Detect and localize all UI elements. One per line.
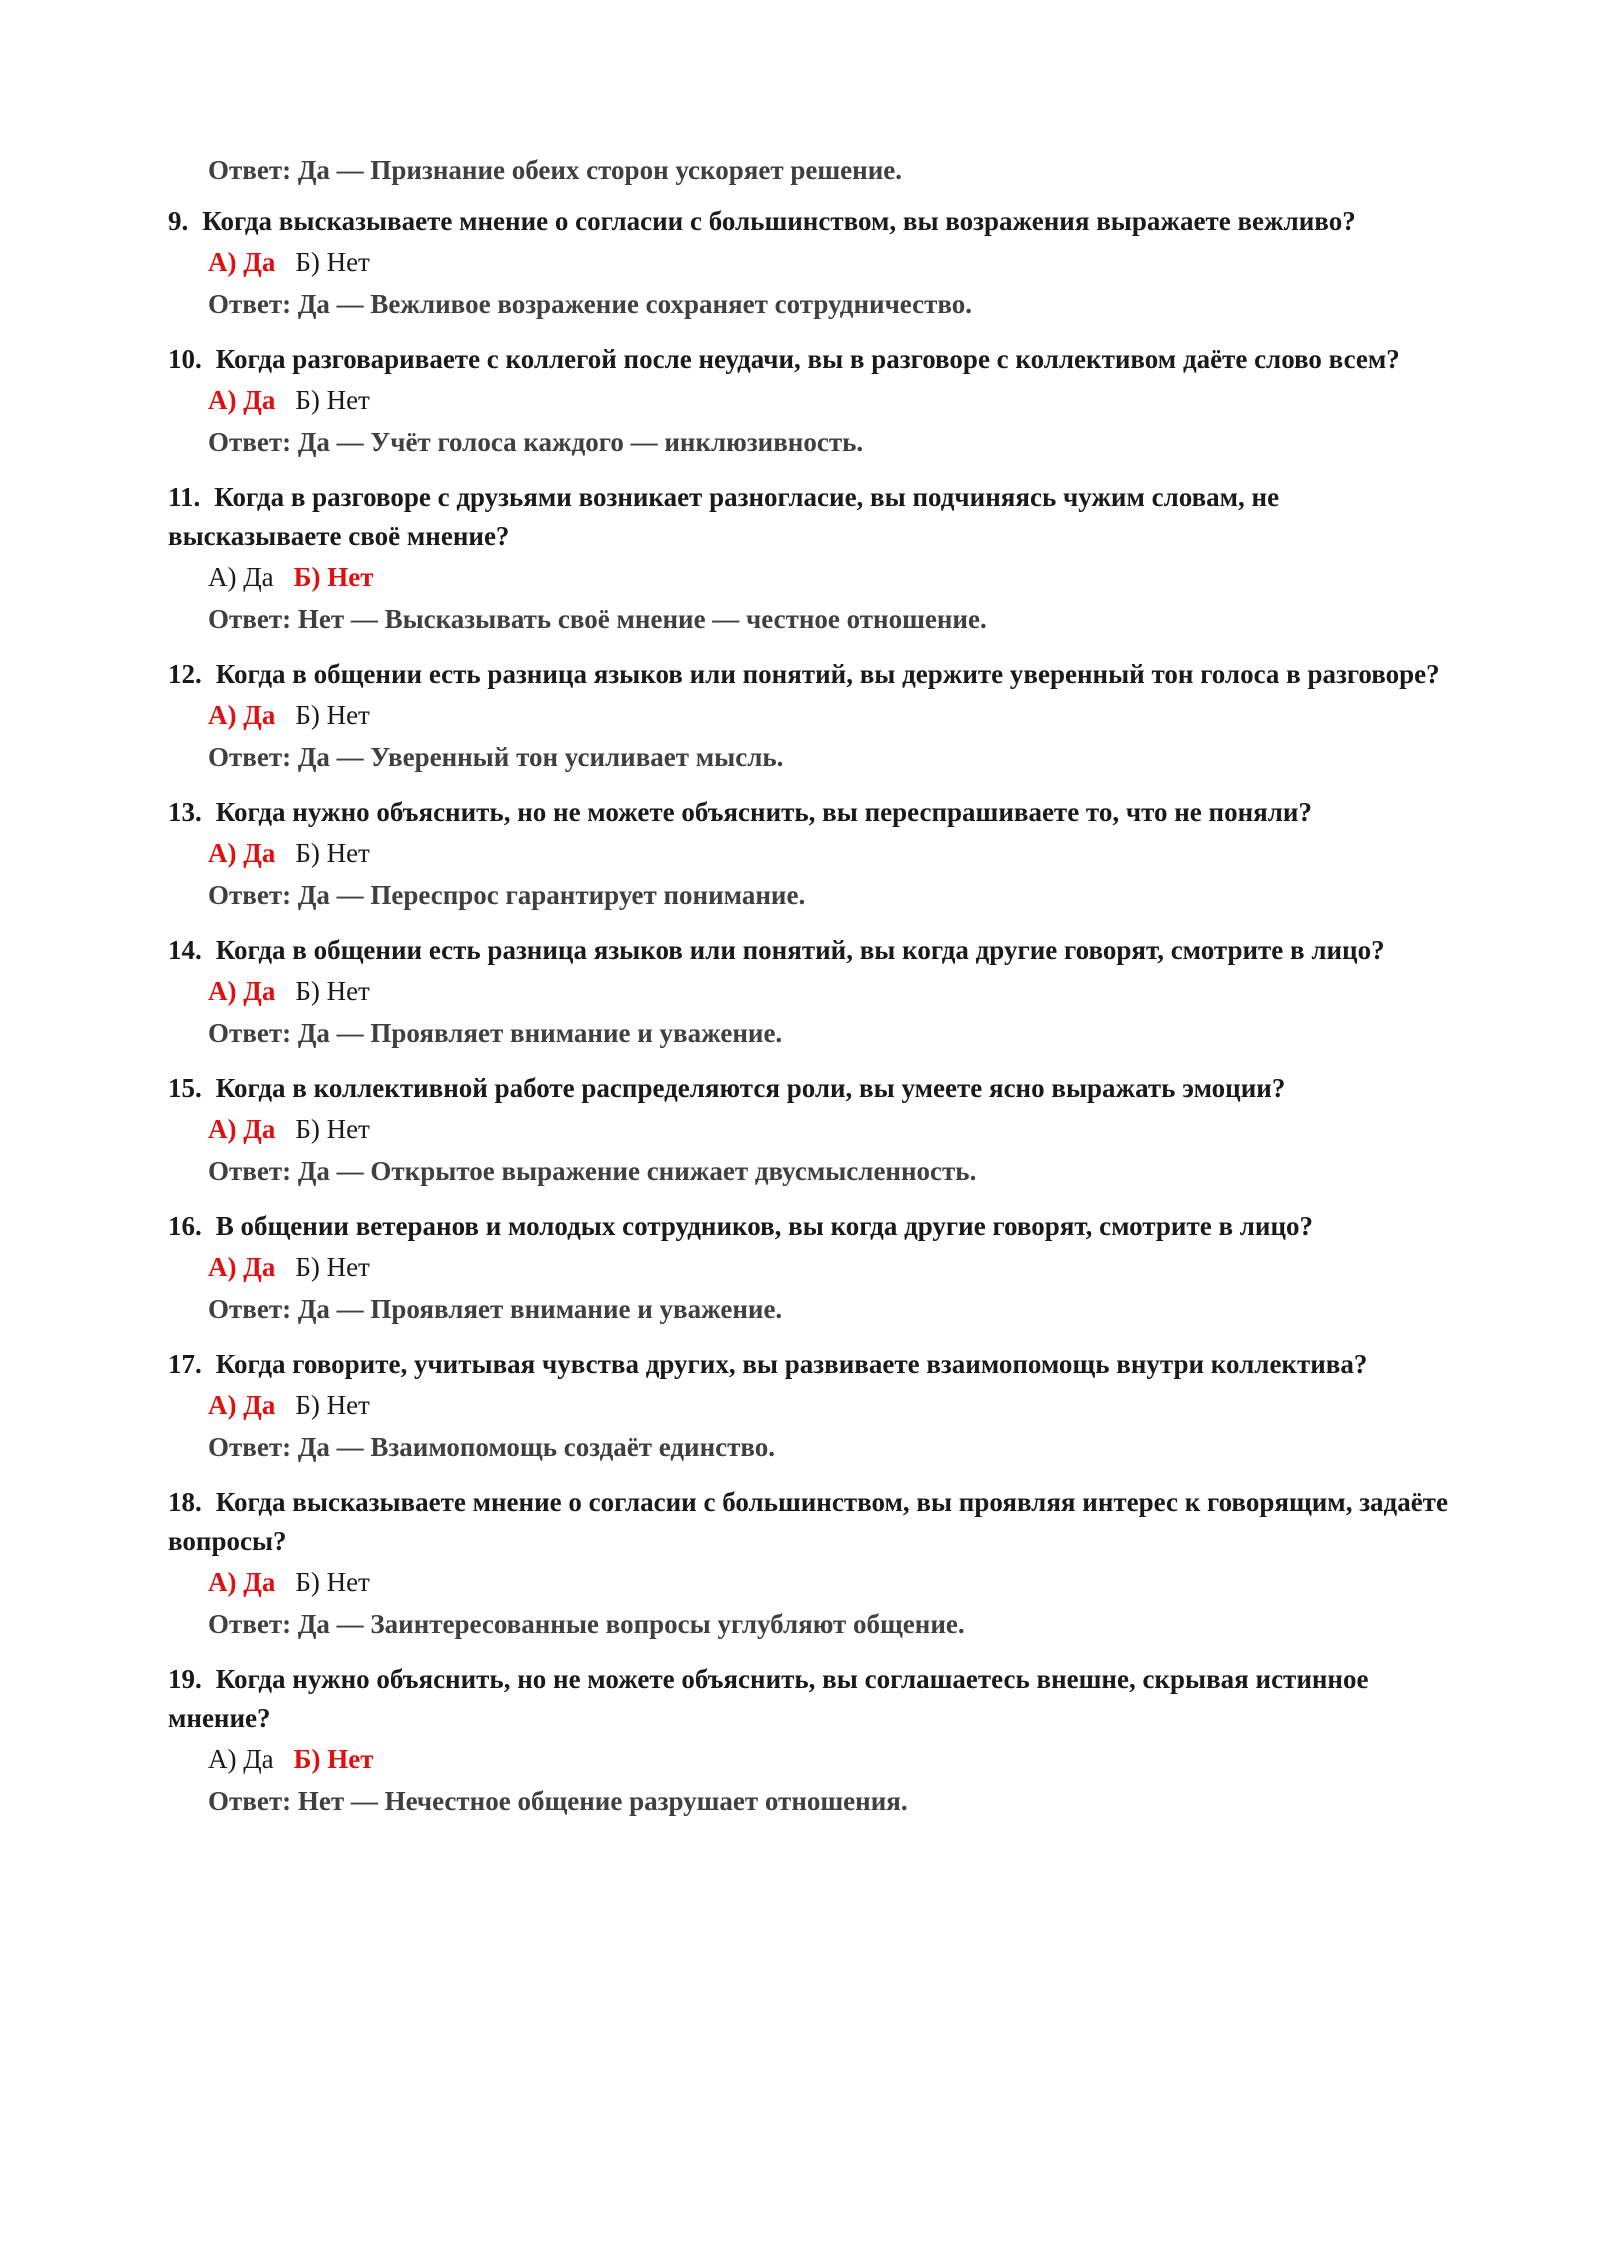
question-number: 10. [168, 344, 202, 374]
question-body: Когда в общении есть разница языков или понятий, вы держите уверенный тон голоса в разговоре? [215, 659, 1440, 689]
question-item [168, 478, 1458, 639]
question-item [168, 655, 1458, 777]
option-a: А) Да [208, 1744, 274, 1774]
question-number: 19. [168, 1664, 202, 1694]
question-body: Когда говорите, учитывая чувства других, вы развиваете взаимопомощь внутри коллектива? [215, 1349, 1368, 1379]
question-number: 18. [168, 1487, 202, 1517]
question-number: 16. [168, 1211, 202, 1241]
answer-line: Ответ: Нет — Нечестное общение разрушает отношения. [208, 1786, 908, 1816]
option-b: Б) Нет [293, 1744, 374, 1774]
option-a: А) Да [208, 700, 276, 730]
question-number: 13. [168, 797, 202, 827]
question-body: Когда нужно объяснить, но не можете объяснить, вы переспрашиваете то, что не поняли? [215, 797, 1312, 827]
question-text [168, 202, 1458, 241]
question-text [168, 1069, 1458, 1108]
option-a: А) Да [208, 1114, 276, 1144]
option-a: А) Да [208, 385, 276, 415]
answer-line: Ответ: Да — Вежливое возражение сохраняет сотрудничество. [208, 289, 973, 319]
question-item [168, 931, 1458, 1053]
option-b: Б) Нет [295, 1252, 370, 1282]
question-text [168, 655, 1458, 694]
answer-line: Ответ: Да — Признание обеих сторон ускоряет решение. [208, 155, 902, 185]
option-b: Б) Нет [295, 700, 370, 730]
question-number: 17. [168, 1349, 202, 1379]
options-row [208, 832, 1458, 875]
question-text [168, 340, 1458, 379]
option-b: Б) Нет [295, 1114, 370, 1144]
question-text [168, 931, 1458, 970]
question-text [168, 1345, 1458, 1384]
answer-line: Ответ: Да — Заинтересованные вопросы углубляют общение. [208, 1609, 965, 1639]
question-item [168, 1069, 1458, 1191]
question-item [168, 340, 1458, 462]
question-body: Когда разговариваете с коллегой после неудачи, вы в разговоре с коллективом даёте слово всем? [215, 344, 1400, 374]
option-a: А) Да [208, 976, 276, 1006]
option-b: Б) Нет [295, 1567, 370, 1597]
options-row [208, 1738, 1458, 1781]
option-a: А) Да [208, 838, 276, 868]
question-body: Когда в разговоре с друзьями возникает разногласие, вы подчиняясь чужим словам, не высказываете своё мнение? [168, 482, 1280, 551]
answer-line: Ответ: Да — Проявляет внимание и уважение. [208, 1294, 783, 1324]
document-page [168, 150, 1458, 1837]
option-a: А) Да [208, 1252, 276, 1282]
question-number: 15. [168, 1073, 202, 1103]
question-number: 14. [168, 935, 202, 965]
question-text [168, 1207, 1458, 1246]
answer-line: Ответ: Да — Взаимопомощь создаёт единство. [208, 1432, 776, 1462]
option-a: А) Да [208, 247, 276, 277]
question-body: В общении ветеранов и молодых сотрудников, вы когда другие говорят, смотрите в лицо? [215, 1211, 1314, 1241]
option-b: Б) Нет [295, 838, 370, 868]
options-row [208, 694, 1458, 737]
answer-line: Ответ: Да — Открытое выражение снижает двусмысленность. [208, 1156, 977, 1186]
answer-line: Ответ: Да — Переспрос гарантирует понимание. [208, 880, 806, 910]
option-b: Б) Нет [295, 1390, 370, 1420]
question-body: Когда в общении есть разница языков или понятий, вы когда другие говорят, смотрите в лицо? [215, 935, 1385, 965]
question-body: Когда в коллективной работе распределяются роли, вы умеете ясно выражать эмоции? [215, 1073, 1286, 1103]
option-a: А) Да [208, 1567, 276, 1597]
question-body: Когда нужно объяснить, но не можете объяснить, вы соглашаетесь внешне, скрывая истинное мнение? [168, 1664, 1369, 1733]
question-item [168, 1660, 1458, 1821]
question-item [168, 793, 1458, 915]
answer-line: Ответ: Да — Проявляет внимание и уважение. [208, 1018, 783, 1048]
question-item [168, 202, 1458, 324]
question-number: 9. [168, 206, 189, 236]
answer-line: Ответ: Да — Уверенный тон усиливает мысль. [208, 742, 784, 772]
options-row [208, 379, 1458, 422]
question-text [168, 1660, 1458, 1738]
options-row [208, 241, 1458, 284]
question-body: Когда высказываете мнение о согласии с большинством, вы проявляя интерес к говорящим, задаёте вопросы? [168, 1487, 1448, 1556]
options-row [208, 1384, 1458, 1427]
question-text [168, 1483, 1458, 1561]
options-row [208, 1246, 1458, 1289]
option-b: Б) Нет [293, 562, 374, 592]
question-text [168, 478, 1458, 556]
answer-line: Ответ: Нет — Высказывать своё мнение — честное отношение. [208, 604, 987, 634]
question-number: 12. [168, 659, 202, 689]
options-row [208, 556, 1458, 599]
option-b: Б) Нет [295, 976, 370, 1006]
question-item [168, 1207, 1458, 1329]
option-b: Б) Нет [295, 385, 370, 415]
options-row [208, 1561, 1458, 1604]
option-a: А) Да [208, 562, 274, 592]
question-text [168, 793, 1458, 832]
question-item [168, 1345, 1458, 1467]
question-body: Когда высказываете мнение о согласии с большинством, вы возражения выражаете вежливо? [202, 206, 1356, 236]
question-number: 11. [168, 482, 201, 512]
option-a: А) Да [208, 1390, 276, 1420]
options-row [208, 1108, 1458, 1151]
question-item [168, 1483, 1458, 1644]
options-row [208, 970, 1458, 1013]
question-list [168, 202, 1458, 1821]
option-b: Б) Нет [295, 247, 370, 277]
answer-line: Ответ: Да — Учёт голоса каждого — инклюзивность. [208, 427, 864, 457]
